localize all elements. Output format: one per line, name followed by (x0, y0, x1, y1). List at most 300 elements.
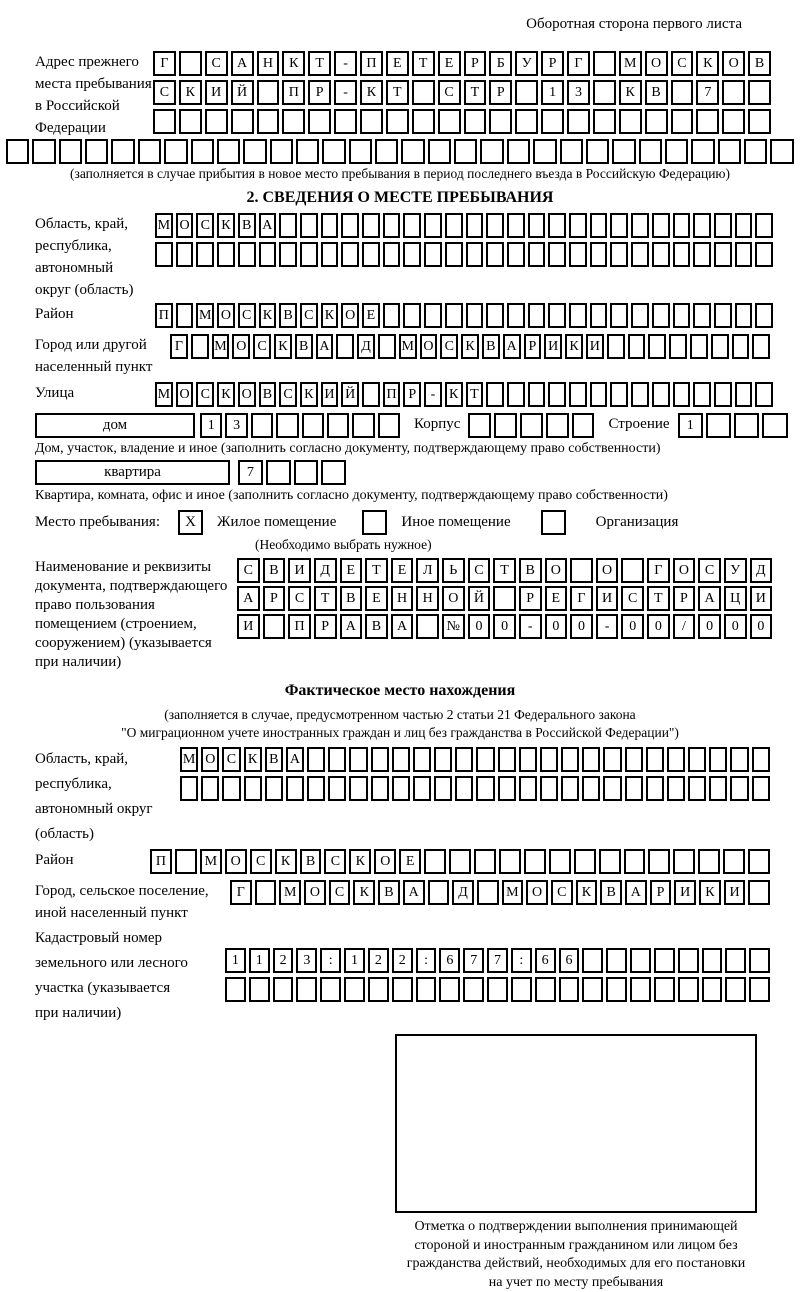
char-cell[interactable] (438, 109, 461, 134)
char-cell[interactable] (546, 413, 569, 438)
char-cell[interactable] (294, 460, 319, 485)
char-cell[interactable]: Т (365, 558, 388, 583)
char-cell[interactable] (735, 303, 753, 328)
char-cell[interactable] (179, 51, 202, 76)
char-cell[interactable]: Г (570, 586, 593, 611)
char-cell[interactable] (646, 776, 664, 801)
char-cell[interactable]: С (698, 558, 721, 583)
char-cell[interactable] (730, 747, 748, 772)
char-cell[interactable] (749, 977, 770, 1002)
char-cell[interactable]: А (286, 747, 304, 772)
char-cell[interactable] (401, 139, 424, 164)
char-cell[interactable]: Т (412, 51, 435, 76)
char-cell[interactable] (349, 776, 367, 801)
char-cell[interactable]: В (263, 558, 286, 583)
char-cell[interactable] (519, 747, 537, 772)
char-cell[interactable] (334, 109, 357, 134)
char-cell[interactable] (714, 213, 732, 238)
char-cell[interactable]: Р (524, 334, 542, 359)
char-cell[interactable]: Д (452, 880, 474, 905)
char-cell[interactable] (392, 776, 410, 801)
char-cell[interactable] (455, 747, 473, 772)
char-cell[interactable]: А (316, 334, 334, 359)
char-cell[interactable] (273, 977, 294, 1002)
char-cell[interactable] (413, 747, 431, 772)
char-cell[interactable] (748, 80, 771, 105)
char-cell[interactable]: И (288, 558, 311, 583)
char-cell[interactable]: О (217, 303, 235, 328)
char-cell[interactable] (412, 109, 435, 134)
char-cell[interactable]: Р (314, 614, 337, 639)
char-cell[interactable] (730, 776, 748, 801)
char-cell[interactable]: Л (416, 558, 439, 583)
char-cell[interactable] (688, 747, 706, 772)
char-cell[interactable]: К (217, 382, 235, 407)
char-cell[interactable] (243, 139, 266, 164)
char-cell[interactable] (424, 213, 442, 238)
char-cell[interactable] (678, 948, 699, 973)
char-cell[interactable] (375, 139, 398, 164)
char-cell[interactable] (691, 139, 714, 164)
char-cell[interactable]: С (279, 382, 297, 407)
char-cell[interactable]: С (300, 303, 318, 328)
char-cell[interactable] (748, 880, 770, 905)
char-cell[interactable] (735, 382, 753, 407)
char-cell[interactable] (231, 109, 254, 134)
char-cell[interactable] (302, 413, 324, 438)
char-cell[interactable]: В (279, 303, 297, 328)
char-cell[interactable] (582, 747, 600, 772)
char-cell[interactable]: О (645, 51, 668, 76)
char-cell[interactable] (748, 849, 770, 874)
char-cell[interactable] (476, 776, 494, 801)
char-cell[interactable] (628, 334, 646, 359)
char-cell[interactable] (755, 303, 773, 328)
char-cell[interactable] (476, 747, 494, 772)
char-cell[interactable]: С (238, 303, 256, 328)
char-cell[interactable]: 0 (724, 614, 747, 639)
char-cell[interactable] (669, 334, 687, 359)
char-cell[interactable] (625, 747, 643, 772)
char-cell[interactable]: - (334, 80, 357, 105)
char-cell[interactable]: С (288, 586, 311, 611)
char-cell[interactable]: Е (362, 303, 380, 328)
char-cell[interactable]: А (698, 586, 721, 611)
char-cell[interactable] (341, 242, 359, 267)
char-cell[interactable]: К (244, 747, 262, 772)
char-cell[interactable] (486, 213, 504, 238)
char-cell[interactable] (606, 948, 627, 973)
char-cell[interactable]: - (424, 382, 442, 407)
char-cell[interactable] (308, 109, 331, 134)
char-cell[interactable] (749, 948, 770, 973)
char-cell[interactable] (548, 242, 566, 267)
char-cell[interactable] (392, 747, 410, 772)
char-cell[interactable]: С (621, 586, 644, 611)
char-cell[interactable] (610, 213, 628, 238)
char-cell[interactable] (732, 334, 750, 359)
char-cell[interactable] (352, 413, 374, 438)
char-cell[interactable]: А (391, 614, 414, 639)
char-cell[interactable] (138, 139, 161, 164)
char-cell[interactable] (714, 242, 732, 267)
char-cell[interactable] (603, 776, 621, 801)
char-cell[interactable] (300, 242, 318, 267)
char-cell[interactable]: Ь (442, 558, 465, 583)
char-cell[interactable] (507, 139, 530, 164)
char-cell[interactable] (667, 747, 685, 772)
char-cell[interactable] (282, 109, 305, 134)
char-cell[interactable]: О (238, 382, 256, 407)
char-cell[interactable] (593, 51, 616, 76)
char-cell[interactable]: Е (545, 586, 568, 611)
char-cell[interactable] (528, 242, 546, 267)
char-cell[interactable]: 0 (647, 614, 670, 639)
char-cell[interactable] (548, 303, 566, 328)
char-cell[interactable]: 7 (463, 948, 484, 973)
char-cell[interactable]: П (282, 80, 305, 105)
char-cell[interactable] (734, 413, 759, 438)
char-cell[interactable] (723, 849, 745, 874)
char-cell[interactable] (673, 303, 691, 328)
char-cell[interactable] (693, 303, 711, 328)
char-cell[interactable]: К (576, 880, 598, 905)
char-cell[interactable] (296, 977, 317, 1002)
char-cell[interactable]: О (304, 880, 326, 905)
char-cell[interactable]: Р (489, 80, 512, 105)
char-cell[interactable] (416, 977, 437, 1002)
char-cell[interactable]: Н (257, 51, 280, 76)
char-cell[interactable] (698, 849, 720, 874)
char-cell[interactable]: № (442, 614, 465, 639)
char-cell[interactable]: К (353, 880, 375, 905)
char-cell[interactable] (155, 242, 173, 267)
char-cell[interactable]: О (176, 382, 194, 407)
char-cell[interactable] (428, 880, 450, 905)
char-cell[interactable] (652, 213, 670, 238)
char-cell[interactable] (507, 382, 525, 407)
char-cell[interactable]: Й (231, 80, 254, 105)
char-cell[interactable]: Е (365, 586, 388, 611)
char-cell[interactable]: 0 (545, 614, 568, 639)
char-cell[interactable] (507, 242, 525, 267)
char-cell[interactable]: И (321, 382, 339, 407)
char-cell[interactable]: К (274, 334, 292, 359)
char-cell[interactable]: П (288, 614, 311, 639)
char-cell[interactable] (307, 776, 325, 801)
char-cell[interactable] (403, 303, 421, 328)
char-cell[interactable] (32, 139, 55, 164)
char-cell[interactable]: О (201, 747, 219, 772)
char-cell[interactable]: Й (341, 382, 359, 407)
char-cell[interactable] (424, 242, 442, 267)
char-cell[interactable] (549, 849, 571, 874)
char-cell[interactable] (645, 109, 668, 134)
char-cell[interactable]: С (671, 51, 694, 76)
char-cell[interactable] (403, 242, 421, 267)
char-cell[interactable] (582, 776, 600, 801)
char-cell[interactable] (548, 382, 566, 407)
char-cell[interactable]: А (237, 586, 260, 611)
char-cell[interactable]: - (519, 614, 542, 639)
char-cell[interactable]: Т (647, 586, 670, 611)
char-cell[interactable]: В (748, 51, 771, 76)
char-cell[interactable]: : (320, 948, 341, 973)
char-cell[interactable] (486, 303, 504, 328)
char-cell[interactable]: А (340, 614, 363, 639)
char-cell[interactable] (706, 413, 731, 438)
char-cell[interactable] (520, 413, 543, 438)
char-cell[interactable] (567, 109, 590, 134)
char-cell[interactable] (607, 334, 625, 359)
char-cell[interactable] (266, 460, 291, 485)
char-cell[interactable] (714, 303, 732, 328)
char-cell[interactable] (569, 303, 587, 328)
char-cell[interactable]: 0 (621, 614, 644, 639)
char-cell[interactable]: 0 (750, 614, 773, 639)
char-cell[interactable] (6, 139, 29, 164)
char-cell[interactable]: О (673, 558, 696, 583)
char-cell[interactable] (593, 80, 616, 105)
char-cell[interactable] (569, 242, 587, 267)
char-cell[interactable] (744, 139, 767, 164)
char-cell[interactable] (464, 109, 487, 134)
char-cell[interactable]: К (349, 849, 371, 874)
char-cell[interactable]: С (205, 51, 228, 76)
char-cell[interactable] (569, 213, 587, 238)
char-cell[interactable] (569, 382, 587, 407)
char-cell[interactable] (762, 413, 787, 438)
char-cell[interactable]: В (340, 586, 363, 611)
char-cell[interactable] (300, 213, 318, 238)
char-cell[interactable] (349, 139, 372, 164)
char-cell[interactable]: 3 (567, 80, 590, 105)
char-cell[interactable] (403, 213, 421, 238)
char-cell[interactable]: 1 (200, 413, 222, 438)
char-cell[interactable]: 7 (696, 80, 719, 105)
char-cell[interactable]: В (378, 880, 400, 905)
char-cell[interactable]: П (155, 303, 173, 328)
char-cell[interactable] (111, 139, 134, 164)
char-cell[interactable]: 0 (570, 614, 593, 639)
char-cell[interactable] (175, 849, 197, 874)
char-cell[interactable] (445, 242, 463, 267)
char-cell[interactable] (714, 382, 732, 407)
char-cell[interactable]: У (515, 51, 538, 76)
char-cell[interactable]: Т (386, 80, 409, 105)
char-cell[interactable]: О (545, 558, 568, 583)
char-cell[interactable] (722, 80, 745, 105)
char-cell[interactable]: С (551, 880, 573, 905)
char-cell[interactable]: М (619, 51, 642, 76)
char-cell[interactable]: Б (489, 51, 512, 76)
char-cell[interactable] (378, 334, 396, 359)
char-cell[interactable] (755, 242, 773, 267)
char-cell[interactable] (582, 977, 603, 1002)
char-cell[interactable]: 7 (238, 460, 263, 485)
char-cell[interactable] (693, 213, 711, 238)
char-cell[interactable]: Е (340, 558, 363, 583)
char-cell[interactable] (709, 747, 727, 772)
char-cell[interactable]: Р (308, 80, 331, 105)
char-cell[interactable]: 1 (225, 948, 246, 973)
char-cell[interactable] (535, 977, 556, 1002)
char-cell[interactable] (320, 977, 341, 1002)
char-cell[interactable] (702, 977, 723, 1002)
char-cell[interactable] (646, 747, 664, 772)
char-cell[interactable] (344, 977, 365, 1002)
char-cell[interactable] (327, 413, 349, 438)
char-cell[interactable] (548, 213, 566, 238)
char-cell[interactable]: 6 (559, 948, 580, 973)
char-cell[interactable] (249, 977, 270, 1002)
char-cell[interactable] (276, 413, 298, 438)
char-cell[interactable] (673, 849, 695, 874)
char-cell[interactable] (752, 776, 770, 801)
char-cell[interactable]: 2 (368, 948, 389, 973)
char-cell[interactable] (648, 334, 666, 359)
char-cell[interactable] (265, 776, 283, 801)
char-cell[interactable] (85, 139, 108, 164)
char-cell[interactable] (631, 213, 649, 238)
char-cell[interactable] (328, 747, 346, 772)
char-cell[interactable] (507, 213, 525, 238)
char-cell[interactable]: К (217, 213, 235, 238)
char-cell[interactable] (755, 382, 773, 407)
char-cell[interactable]: С (440, 334, 458, 359)
char-cell[interactable]: 0 (698, 614, 721, 639)
char-cell[interactable] (434, 776, 452, 801)
char-cell[interactable]: К (321, 303, 339, 328)
char-cell[interactable]: О (722, 51, 745, 76)
char-cell[interactable]: Р (673, 586, 696, 611)
char-cell[interactable]: А (231, 51, 254, 76)
char-cell[interactable] (493, 586, 516, 611)
char-cell[interactable] (428, 139, 451, 164)
char-cell[interactable] (631, 382, 649, 407)
char-cell[interactable]: В (365, 614, 388, 639)
char-cell[interactable] (321, 460, 346, 485)
char-cell[interactable] (696, 109, 719, 134)
char-cell[interactable]: С (438, 80, 461, 105)
char-cell[interactable] (328, 776, 346, 801)
char-cell[interactable] (612, 139, 635, 164)
char-cell[interactable] (561, 747, 579, 772)
char-cell[interactable] (709, 776, 727, 801)
char-cell[interactable]: Р (650, 880, 672, 905)
char-cell[interactable] (217, 242, 235, 267)
char-cell[interactable]: 3 (296, 948, 317, 973)
char-cell[interactable]: В (300, 849, 322, 874)
char-cell[interactable] (507, 303, 525, 328)
char-cell[interactable] (424, 849, 446, 874)
char-cell[interactable] (279, 213, 297, 238)
char-cell[interactable] (445, 213, 463, 238)
char-cell[interactable]: К (360, 80, 383, 105)
char-cell[interactable] (711, 334, 729, 359)
char-cell[interactable]: : (416, 948, 437, 973)
char-cell[interactable]: С (468, 558, 491, 583)
char-cell[interactable]: К (619, 80, 642, 105)
char-cell[interactable] (362, 242, 380, 267)
char-cell[interactable] (480, 139, 503, 164)
char-cell[interactable] (498, 747, 516, 772)
char-cell[interactable]: М (180, 747, 198, 772)
char-cell[interactable]: М (155, 213, 173, 238)
char-cell[interactable]: Г (230, 880, 252, 905)
char-cell[interactable]: Р (519, 586, 542, 611)
char-cell[interactable] (176, 303, 194, 328)
char-cell[interactable]: С (153, 80, 176, 105)
char-cell[interactable]: Р (403, 382, 421, 407)
char-cell[interactable] (770, 139, 793, 164)
char-cell[interactable]: Р (263, 586, 286, 611)
char-cell[interactable]: 6 (535, 948, 556, 973)
char-cell[interactable]: Т (493, 558, 516, 583)
char-cell[interactable]: И (724, 880, 746, 905)
char-cell[interactable] (321, 242, 339, 267)
char-cell[interactable] (572, 413, 595, 438)
char-cell[interactable] (528, 382, 546, 407)
char-cell[interactable] (671, 80, 694, 105)
char-cell[interactable] (511, 977, 532, 1002)
char-cell[interactable] (631, 303, 649, 328)
char-cell[interactable] (673, 213, 691, 238)
char-cell[interactable] (610, 382, 628, 407)
char-cell[interactable] (360, 109, 383, 134)
char-cell[interactable] (296, 139, 319, 164)
char-cell[interactable]: М (196, 303, 214, 328)
char-cell[interactable]: П (360, 51, 383, 76)
char-cell[interactable]: И (674, 880, 696, 905)
char-cell[interactable]: 2 (392, 948, 413, 973)
char-cell[interactable] (722, 109, 745, 134)
checkbox-residential[interactable]: X (178, 510, 203, 535)
char-cell[interactable]: С (253, 334, 271, 359)
char-cell[interactable] (693, 242, 711, 267)
char-cell[interactable]: 1 (541, 80, 564, 105)
char-cell[interactable] (349, 747, 367, 772)
char-cell[interactable]: С (196, 382, 214, 407)
char-cell[interactable] (673, 382, 691, 407)
char-cell[interactable]: О (420, 334, 438, 359)
char-cell[interactable] (371, 776, 389, 801)
char-cell[interactable]: П (150, 849, 172, 874)
char-cell[interactable] (654, 948, 675, 973)
char-cell[interactable] (153, 109, 176, 134)
char-cell[interactable] (519, 776, 537, 801)
char-cell[interactable] (593, 109, 616, 134)
char-cell[interactable]: Е (386, 51, 409, 76)
char-cell[interactable] (610, 303, 628, 328)
char-cell[interactable]: И (750, 586, 773, 611)
char-cell[interactable]: С (196, 213, 214, 238)
char-cell[interactable] (449, 849, 471, 874)
char-cell[interactable] (528, 303, 546, 328)
char-cell[interactable]: М (212, 334, 230, 359)
char-cell[interactable]: К (565, 334, 583, 359)
char-cell[interactable]: Н (391, 586, 414, 611)
char-cell[interactable]: Г (170, 334, 188, 359)
char-cell[interactable] (610, 242, 628, 267)
char-cell[interactable] (466, 303, 484, 328)
char-cell[interactable]: / (673, 614, 696, 639)
char-cell[interactable] (463, 977, 484, 1002)
char-cell[interactable]: С (324, 849, 346, 874)
char-cell[interactable] (639, 139, 662, 164)
char-cell[interactable] (582, 948, 603, 973)
char-cell[interactable] (688, 776, 706, 801)
